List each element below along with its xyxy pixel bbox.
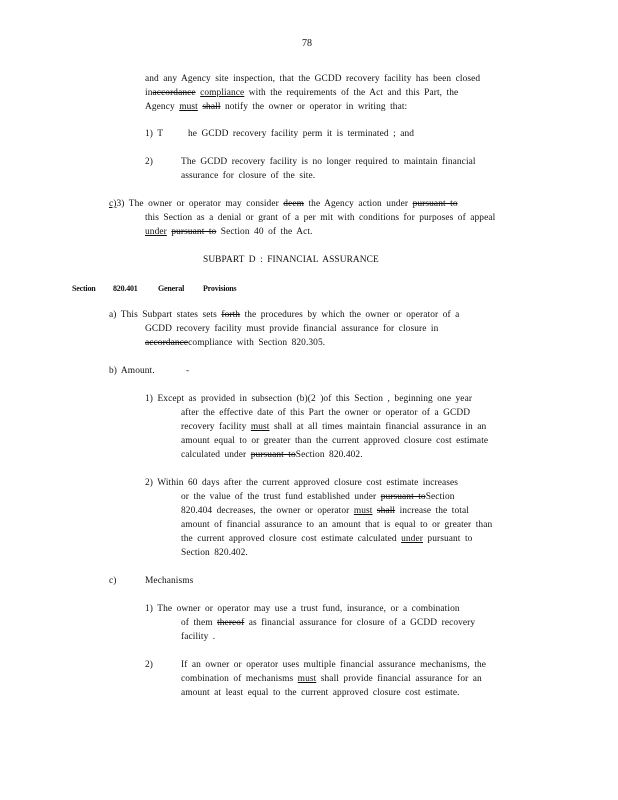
text-run: the procedures by which the owner or operator of a (244, 310, 460, 320)
text-run: in (145, 88, 153, 98)
page-number: 78 (302, 38, 312, 49)
text-run: compliance with Section 820.305. (188, 338, 326, 348)
list-item-text: The GCDD recovery facility is no longer required to maintain financial (181, 157, 476, 167)
list-item-text (181, 450, 363, 461)
inserted-text: must (353, 506, 373, 516)
list-item-text: amount at least equal to the current approved closure cost estimate. (181, 688, 460, 698)
deleted-text: accordance (145, 338, 189, 348)
text-run: a) This Subpart states sets (109, 310, 217, 320)
list-item-text: 1) The owner or operator may use a trust fund, insurance, or a combination (145, 604, 460, 614)
deleted-text: shall (376, 506, 396, 516)
list-item-text: assurance for closure of the site. (181, 171, 316, 181)
paragraph-line (145, 88, 458, 99)
deleted-text: accordance (152, 88, 196, 98)
text-run: calculated under (181, 450, 247, 460)
dash-mark: - (186, 366, 190, 376)
text-run: pursuant to (427, 534, 473, 544)
deleted-text: pursuant to (250, 450, 296, 460)
text-run: Section 820.402. (295, 450, 363, 460)
text-run: the current approved closure cost estimate calculated (181, 534, 397, 544)
subsection-label: b) Amount. (109, 366, 155, 376)
subsection-label: c) (109, 576, 117, 586)
text-run: of them (181, 618, 213, 628)
text-run: recovery facility (181, 422, 247, 432)
deleted-text: deem (283, 199, 304, 209)
paragraph-line (109, 199, 458, 210)
text-run: Agency (145, 102, 175, 112)
text-run: shall at all times maintain financial assurance in an (273, 422, 487, 432)
text-run: or the value of the trust fund established under (181, 492, 377, 502)
list-item-text: If an owner or operator uses multiple financial assurance mechanisms, the (181, 660, 487, 670)
list-item-text: amount of financial assurance to an amount that is equal to or greater than (181, 520, 493, 530)
inserted-text: must (250, 422, 270, 432)
list-item-label: 2) (145, 660, 154, 670)
section-number: 820.401 (113, 284, 138, 293)
list-item-text (181, 492, 455, 503)
text-run: Section (425, 492, 455, 502)
list-item-text (181, 674, 482, 685)
list-item-text: Section 820.402. (181, 548, 248, 558)
text-run: Section 40 of the Act. (220, 227, 313, 237)
list-item-text (181, 618, 475, 629)
section-label: Section (72, 284, 96, 293)
list-item-text (181, 422, 486, 433)
paragraph-line: this Section as a denial or grant of a per mit with conditions for purposes of appeal (145, 213, 496, 223)
paragraph-line (145, 102, 407, 113)
section-title: General (158, 284, 185, 293)
text-run: as financial assurance for closure of a GCDD recovery (248, 618, 476, 628)
list-item-text: 2) Within 60 days after the current approved closure cost estimate increases (145, 478, 459, 488)
inserted-text: under (145, 227, 167, 237)
list-item-label: 1) T (145, 129, 164, 139)
list-item-label: 2) (145, 157, 154, 167)
inserted-text: compliance (200, 88, 245, 98)
list-item-text (181, 534, 472, 545)
text-run: combination of mechanisms (181, 674, 294, 684)
text-run: the Agency action under (308, 199, 409, 209)
text-run: 3) The owner or operator may consider (116, 199, 279, 209)
inserted-text: c) (109, 199, 117, 209)
paragraph-line: and any Agency site inspection, that the GCDD recovery facility has been closed (145, 74, 481, 84)
deleted-text: shall (202, 102, 221, 112)
list-item-text: facility . (181, 632, 216, 642)
deleted-text: pursuant to (412, 199, 458, 209)
section-title: Provisions (203, 284, 237, 293)
text-run: with the requirements of the Act and this Part, the (248, 88, 459, 98)
paragraph-line (145, 338, 325, 349)
text-run: increase the total (399, 506, 469, 516)
list-item-text: after the effective date of this Part the owner or operator of a GCDD (181, 408, 471, 418)
paragraph-line (109, 310, 459, 321)
list-item-text: 1) Except as provided in subsection (b)(2 )of this Section , beginning one year (145, 394, 473, 404)
subsection-title: Mechanisms (145, 576, 194, 586)
paragraph-line: GCDD recovery facility must provide financial assurance for closure in (145, 324, 439, 334)
deleted-text: pursuant to (171, 227, 217, 237)
deleted-text: thereof (217, 618, 245, 628)
list-item-text (181, 506, 469, 517)
deleted-text: forth (221, 310, 241, 320)
paragraph-line (145, 227, 313, 238)
deleted-text: pursuant to (380, 492, 426, 502)
list-item-text: he GCDD recovery facility perm it is terminated ; and (188, 129, 415, 139)
text-run: shall provide financial assurance for an (320, 674, 482, 684)
text-run: 820.404 decreases, the owner or operator (181, 506, 350, 516)
subpart-heading: SUBPART D : FINANCIAL ASSURANCE (203, 255, 379, 265)
inserted-text: must (179, 102, 198, 112)
inserted-text: must (297, 674, 317, 684)
text-run: notify the owner or operator in writing that: (224, 102, 408, 112)
list-item-text: amount equal to or greater than the current approved closure cost estimate (181, 436, 489, 446)
inserted-text: under (401, 534, 423, 544)
